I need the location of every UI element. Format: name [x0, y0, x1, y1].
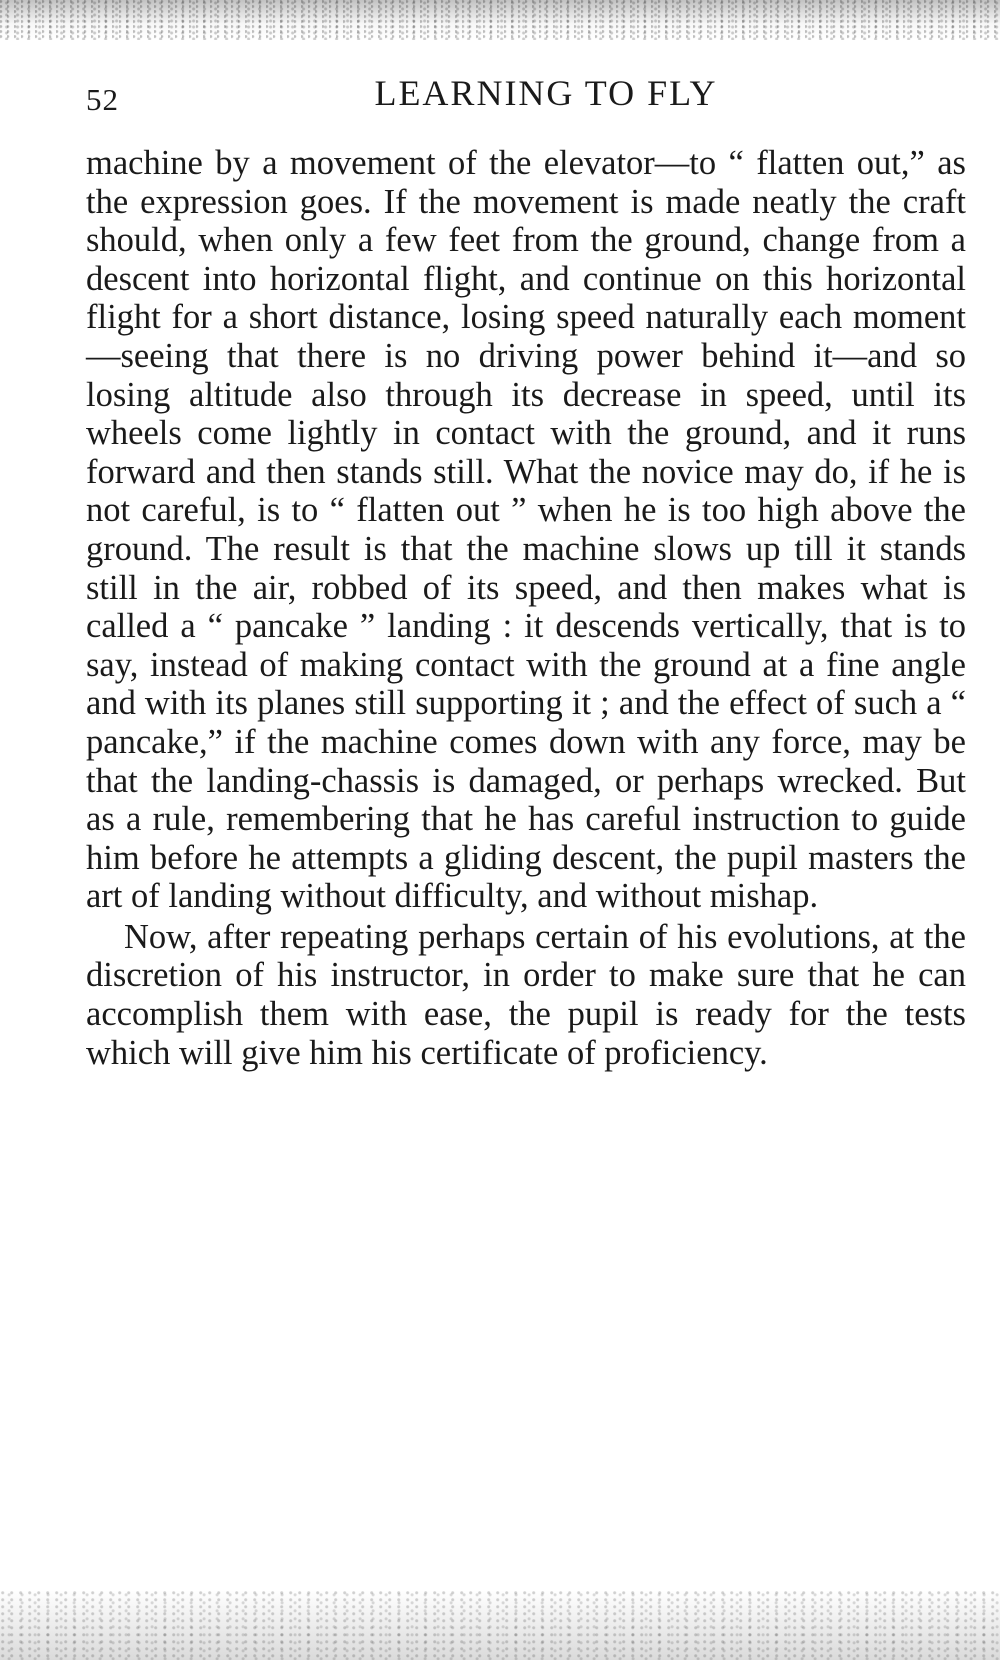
page-header: [86, 72, 966, 122]
paragraph-2: Now, after repeating perhaps certain of his evolutions, at the discretion of his instructor, in order to make sure that he can accomplish them with ease, the pupil is ready for the tests which will give him his certificate of proficiency.: [86, 917, 966, 1072]
body-text: [86, 144, 966, 1072]
scan-edge-top: [0, 0, 1000, 40]
paragraph-1: machine by a movement of the elevator—to “ flatten out,” as the expression goes. If the movement is made neatly the craft should, when only a few feet from the ground, change from a descent into horizontal flight, and continue on this horizontal flight for a short distance, losing speed naturally each moment—seeing that there is no driving power behind it—and so losing altitude also through its decrease in speed, until its wheels come lightly in contact with the ground, and it runs forward and then stands still. What the novice may do, if he is not careful, is to “ flatten out ” when he is too high above the ground. The result is that the machine slows up till it stands still in the air, robbed of its speed, and then makes what is called a “ pancake ” landing : it descends vertically, that is to say, instead of making contact with the ground at a fine angle and with its planes still supporting it ; and the effect of such a “ pancake,” if the machine comes down with any force, may be that the landing-chassis is damaged, or perhaps wrecked. But as a rule, remembering that he has careful instruction to guide him before he attempts a gliding descent, the pupil masters the art of landing without difficulty, and without mishap.: [86, 144, 966, 916]
page-number: 52: [86, 82, 119, 117]
running-title: LEARNING TO FLY: [374, 73, 718, 113]
scan-edge-bottom: [0, 1590, 1000, 1660]
